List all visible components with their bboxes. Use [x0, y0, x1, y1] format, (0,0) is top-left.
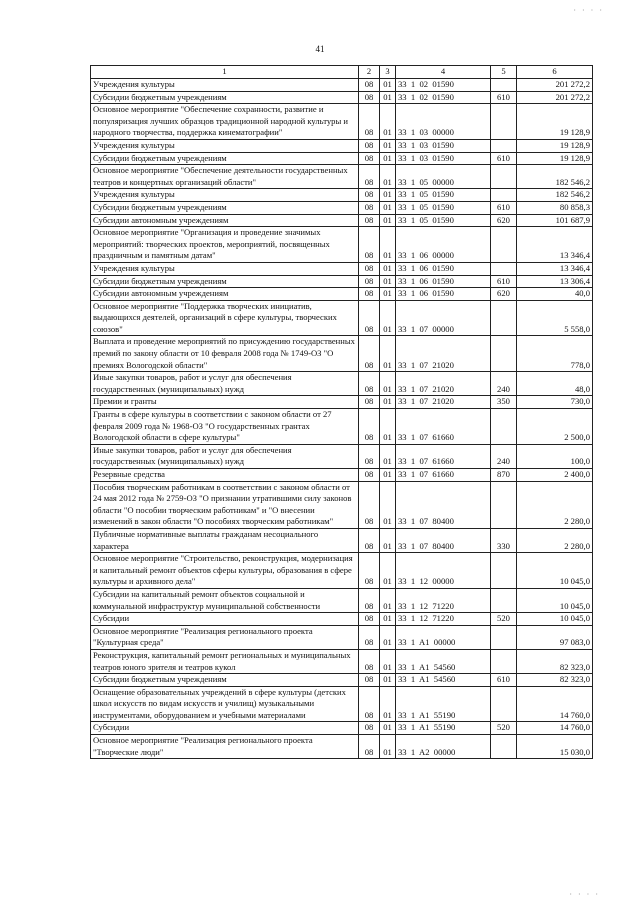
- row-section: 08: [359, 735, 380, 759]
- row-name: Резервные средства: [91, 469, 359, 482]
- row-section: 08: [359, 469, 380, 482]
- table-row: [91, 686, 593, 722]
- row-section: 08: [359, 275, 380, 288]
- table-row: [91, 91, 593, 104]
- row-section: 08: [359, 214, 380, 227]
- table-row: [91, 469, 593, 482]
- row-amount: 10 045,0: [517, 613, 593, 626]
- row-amount: 13 346,4: [517, 227, 593, 263]
- row-section: 08: [359, 481, 380, 528]
- row-target-code: 33 1 A1 00000: [396, 625, 491, 649]
- row-target-code: 33 1 A1 54560: [396, 649, 491, 673]
- row-name: Основное мероприятие "Реализация регионального проекта "Культурная среда": [91, 625, 359, 649]
- table-row: [91, 625, 593, 649]
- row-expense-type: [491, 686, 517, 722]
- table-row: [91, 262, 593, 275]
- row-expense-type: 620: [491, 288, 517, 301]
- row-name: Премии и гранты: [91, 396, 359, 409]
- row-name: Учреждения культуры: [91, 139, 359, 152]
- budget-table: [90, 65, 593, 759]
- row-subsection: 01: [380, 189, 396, 202]
- row-expense-type: [491, 625, 517, 649]
- table-row: [91, 288, 593, 301]
- row-target-code: 33 1 06 01590: [396, 262, 491, 275]
- row-subsection: 01: [380, 481, 396, 528]
- row-target-code: 33 1 02 01590: [396, 79, 491, 92]
- table-row: [91, 481, 593, 528]
- row-target-code: 33 1 05 01590: [396, 201, 491, 214]
- row-name: Субсидии автономным учреждениям: [91, 214, 359, 227]
- row-expense-type: 870: [491, 469, 517, 482]
- row-name: Основное мероприятие "Обеспечение деятельности государственных театров и концертных организаций области": [91, 165, 359, 189]
- row-amount: 730,0: [517, 396, 593, 409]
- row-amount: 48,0: [517, 372, 593, 396]
- header-col-1: 1: [91, 66, 359, 79]
- row-name: Публичные нормативные выплаты гражданам несоциального характера: [91, 528, 359, 552]
- row-name: Субсидии: [91, 722, 359, 735]
- row-expense-type: [491, 227, 517, 263]
- row-subsection: 01: [380, 735, 396, 759]
- row-amount: 182 546,2: [517, 189, 593, 202]
- table-row: [91, 528, 593, 552]
- row-name: Субсидии бюджетным учреждениям: [91, 275, 359, 288]
- table-row: [91, 300, 593, 336]
- table-row: [91, 79, 593, 92]
- row-expense-type: [491, 139, 517, 152]
- row-amount: 13 346,4: [517, 262, 593, 275]
- row-expense-type: 620: [491, 214, 517, 227]
- row-subsection: 01: [380, 469, 396, 482]
- row-section: 08: [359, 189, 380, 202]
- table-row: [91, 444, 593, 468]
- header-col-2: 2: [359, 66, 380, 79]
- row-section: 08: [359, 444, 380, 468]
- row-target-code: 33 1 07 61660: [396, 444, 491, 468]
- row-subsection: 01: [380, 104, 396, 140]
- row-target-code: 33 1 06 01590: [396, 288, 491, 301]
- row-target-code: 33 1 06 00000: [396, 227, 491, 263]
- row-target-code: 33 1 07 80400: [396, 481, 491, 528]
- row-expense-type: [491, 735, 517, 759]
- row-expense-type: 520: [491, 722, 517, 735]
- row-section: 08: [359, 588, 380, 612]
- row-amount: 40,0: [517, 288, 593, 301]
- row-subsection: 01: [380, 79, 396, 92]
- table-row: [91, 674, 593, 687]
- row-expense-type: [491, 409, 517, 445]
- row-target-code: 33 1 12 71220: [396, 613, 491, 626]
- row-expense-type: [491, 79, 517, 92]
- row-subsection: 01: [380, 722, 396, 735]
- row-name: Основное мероприятие "Поддержка творческих инициатив, выдающихся деятелей, организаций в сфере культуры, творческих союзов": [91, 300, 359, 336]
- row-name: Субсидии: [91, 613, 359, 626]
- row-subsection: 01: [380, 214, 396, 227]
- row-amount: 182 546,2: [517, 165, 593, 189]
- row-target-code: 33 1 07 00000: [396, 300, 491, 336]
- row-target-code: 33 1 07 61660: [396, 469, 491, 482]
- row-amount: 2 280,0: [517, 481, 593, 528]
- row-expense-type: [491, 553, 517, 589]
- row-amount: 778,0: [517, 336, 593, 372]
- row-expense-type: [491, 300, 517, 336]
- row-expense-type: [491, 262, 517, 275]
- row-subsection: 01: [380, 686, 396, 722]
- table-row: [91, 189, 593, 202]
- header-col-4: 4: [396, 66, 491, 79]
- table-row: [91, 336, 593, 372]
- row-amount: 201 272,2: [517, 91, 593, 104]
- row-target-code: 33 1 07 21020: [396, 396, 491, 409]
- row-amount: 97 083,0: [517, 625, 593, 649]
- row-section: 08: [359, 674, 380, 687]
- row-amount: 82 323,0: [517, 674, 593, 687]
- row-subsection: 01: [380, 91, 396, 104]
- row-subsection: 01: [380, 553, 396, 589]
- row-target-code: 33 1 07 80400: [396, 528, 491, 552]
- row-amount: 2 500,0: [517, 409, 593, 445]
- row-name: Пособия творческим работникам в соответствии с законом области от 24 мая 2012 года № 2759-ОЗ "О признании утратившими силу законов области "О пособии творческим работникам" и "О внесении изменений в закон области "О пособиях творческим работникам": [91, 481, 359, 528]
- table-row: [91, 588, 593, 612]
- row-section: 08: [359, 722, 380, 735]
- row-expense-type: [491, 336, 517, 372]
- row-subsection: 01: [380, 625, 396, 649]
- row-target-code: 33 1 03 01590: [396, 152, 491, 165]
- table-body: [91, 79, 593, 759]
- page-number: 41: [315, 44, 325, 54]
- row-section: 08: [359, 528, 380, 552]
- row-section: 08: [359, 396, 380, 409]
- row-subsection: 01: [380, 165, 396, 189]
- row-expense-type: 520: [491, 613, 517, 626]
- row-amount: 201 272,2: [517, 79, 593, 92]
- row-target-code: 33 1 05 01590: [396, 189, 491, 202]
- row-section: 08: [359, 79, 380, 92]
- table-row: [91, 553, 593, 589]
- row-subsection: 01: [380, 336, 396, 372]
- row-amount: 101 687,9: [517, 214, 593, 227]
- row-subsection: 01: [380, 152, 396, 165]
- row-expense-type: [491, 481, 517, 528]
- row-expense-type: 350: [491, 396, 517, 409]
- table-row: [91, 372, 593, 396]
- scan-mark-bottom: · · · ·: [569, 890, 600, 899]
- row-target-code: 33 1 A2 00000: [396, 735, 491, 759]
- row-expense-type: 610: [491, 674, 517, 687]
- row-name: Субсидии автономным учреждениям: [91, 288, 359, 301]
- row-section: 08: [359, 409, 380, 445]
- row-expense-type: 610: [491, 91, 517, 104]
- row-expense-type: [491, 189, 517, 202]
- row-amount: 10 045,0: [517, 588, 593, 612]
- row-section: 08: [359, 649, 380, 673]
- row-section: 08: [359, 288, 380, 301]
- header-row: [91, 66, 593, 79]
- row-section: 08: [359, 152, 380, 165]
- row-amount: 19 128,9: [517, 139, 593, 152]
- row-expense-type: 610: [491, 275, 517, 288]
- row-name: Иные закупки товаров, работ и услуг для обеспечения государственных (муниципальных) нужд: [91, 444, 359, 468]
- row-section: 08: [359, 372, 380, 396]
- row-expense-type: [491, 104, 517, 140]
- table-row: [91, 152, 593, 165]
- header-col-5: 5: [491, 66, 517, 79]
- row-target-code: 33 1 12 71220: [396, 588, 491, 612]
- row-target-code: 33 1 07 21020: [396, 336, 491, 372]
- row-section: 08: [359, 262, 380, 275]
- row-target-code: 33 1 A1 55190: [396, 686, 491, 722]
- row-expense-type: [491, 649, 517, 673]
- row-expense-type: 240: [491, 372, 517, 396]
- row-name: Учреждения культуры: [91, 262, 359, 275]
- table-row: [91, 396, 593, 409]
- row-subsection: 01: [380, 528, 396, 552]
- table-row: [91, 722, 593, 735]
- table-row: [91, 735, 593, 759]
- row-amount: 19 128,9: [517, 152, 593, 165]
- row-section: 08: [359, 625, 380, 649]
- row-name: Выплата и проведение мероприятий по присуждению государственных премий по закону области от 10 февраля 2008 года № 1749-ОЗ "О премиях Вологодской области": [91, 336, 359, 372]
- row-name: Субсидии бюджетным учреждениям: [91, 91, 359, 104]
- table-row: [91, 201, 593, 214]
- row-name: Основное мероприятие "Обеспечение сохранности, развитие и популяризация лучших образцов традиционной народной культуры и народного творчества, поддержка кинематографии": [91, 104, 359, 140]
- row-amount: 2 400,0: [517, 469, 593, 482]
- row-name: Реконструкция, капитальный ремонт региональных и муниципальных театров юного зрителя и театров кукол: [91, 649, 359, 673]
- row-subsection: 01: [380, 262, 396, 275]
- row-target-code: 33 1 A1 55190: [396, 722, 491, 735]
- row-section: 08: [359, 201, 380, 214]
- row-amount: 100,0: [517, 444, 593, 468]
- row-subsection: 01: [380, 227, 396, 263]
- row-name: Иные закупки товаров, работ и услуг для обеспечения государственных (муниципальных) нужд: [91, 372, 359, 396]
- row-amount: 10 045,0: [517, 553, 593, 589]
- table-row: [91, 165, 593, 189]
- row-section: 08: [359, 553, 380, 589]
- row-name: Субсидии бюджетным учреждениям: [91, 152, 359, 165]
- row-target-code: 33 1 06 01590: [396, 275, 491, 288]
- row-name: Субсидии бюджетным учреждениям: [91, 674, 359, 687]
- row-target-code: 33 1 07 61660: [396, 409, 491, 445]
- table-row: [91, 104, 593, 140]
- row-subsection: 01: [380, 139, 396, 152]
- row-amount: 2 280,0: [517, 528, 593, 552]
- row-target-code: 33 1 05 01590: [396, 214, 491, 227]
- table-row: [91, 139, 593, 152]
- row-expense-type: 330: [491, 528, 517, 552]
- row-target-code: 33 1 05 00000: [396, 165, 491, 189]
- row-section: 08: [359, 91, 380, 104]
- row-expense-type: 240: [491, 444, 517, 468]
- table-row: [91, 214, 593, 227]
- row-subsection: 01: [380, 372, 396, 396]
- row-section: 08: [359, 336, 380, 372]
- row-amount: 14 760,0: [517, 686, 593, 722]
- row-amount: 5 558,0: [517, 300, 593, 336]
- row-subsection: 01: [380, 444, 396, 468]
- table-row: [91, 227, 593, 263]
- row-name: Субсидии бюджетным учреждениям: [91, 201, 359, 214]
- row-amount: 13 306,4: [517, 275, 593, 288]
- row-amount: 14 760,0: [517, 722, 593, 735]
- header-col-6: 6: [517, 66, 593, 79]
- table-row: [91, 409, 593, 445]
- row-amount: 82 323,0: [517, 649, 593, 673]
- row-target-code: 33 1 03 01590: [396, 139, 491, 152]
- row-subsection: 01: [380, 674, 396, 687]
- row-name: Основное мероприятие "Реализация регионального проекта "Творческие люди": [91, 735, 359, 759]
- row-target-code: 33 1 03 00000: [396, 104, 491, 140]
- row-subsection: 01: [380, 288, 396, 301]
- row-expense-type: [491, 588, 517, 612]
- row-name: Гранты в сфере культуры в соответствии с законом области от 27 февраля 2009 года № 1968-ОЗ "О государственных грантах Вологодской области в сфере культуры": [91, 409, 359, 445]
- table-row: [91, 613, 593, 626]
- row-name: Учреждения культуры: [91, 79, 359, 92]
- row-subsection: 01: [380, 613, 396, 626]
- row-subsection: 01: [380, 409, 396, 445]
- header-col-3: 3: [380, 66, 396, 79]
- row-section: 08: [359, 613, 380, 626]
- row-subsection: 01: [380, 588, 396, 612]
- row-amount: 15 030,0: [517, 735, 593, 759]
- row-target-code: 33 1 A1 54560: [396, 674, 491, 687]
- row-target-code: 33 1 02 01590: [396, 91, 491, 104]
- row-expense-type: [491, 165, 517, 189]
- row-target-code: 33 1 07 21020: [396, 372, 491, 396]
- table-row: [91, 275, 593, 288]
- row-name: Основное мероприятие "Строительство, реконструкция, модернизация и капитальный ремонт объектов сферы культуры, образования в сфере культуры и архивного дела": [91, 553, 359, 589]
- row-amount: 80 858,3: [517, 201, 593, 214]
- row-section: 08: [359, 139, 380, 152]
- row-subsection: 01: [380, 275, 396, 288]
- scan-mark-top: · · · ·: [573, 6, 604, 15]
- row-subsection: 01: [380, 649, 396, 673]
- row-name: Учреждения культуры: [91, 189, 359, 202]
- row-name: Субсидии на капитальный ремонт объектов социальной и коммунальной инфраструктур муниципальной собственности: [91, 588, 359, 612]
- row-section: 08: [359, 300, 380, 336]
- row-expense-type: 610: [491, 201, 517, 214]
- row-subsection: 01: [380, 396, 396, 409]
- row-subsection: 01: [380, 300, 396, 336]
- row-section: 08: [359, 227, 380, 263]
- row-name: Оснащение образовательных учреждений в сфере культуры (детских школ искусств по видам искусств и училищ) музыкальными инструментами, оборудованием и учебными материалами: [91, 686, 359, 722]
- row-target-code: 33 1 12 00000: [396, 553, 491, 589]
- row-subsection: 01: [380, 201, 396, 214]
- row-amount: 19 128,9: [517, 104, 593, 140]
- row-expense-type: 610: [491, 152, 517, 165]
- table-row: [91, 649, 593, 673]
- row-name: Основное мероприятие "Организация и проведение значимых мероприятий: творческих проектов, мероприятий, посвященных праздничным и памятным датам": [91, 227, 359, 263]
- row-section: 08: [359, 165, 380, 189]
- row-section: 08: [359, 686, 380, 722]
- row-section: 08: [359, 104, 380, 140]
